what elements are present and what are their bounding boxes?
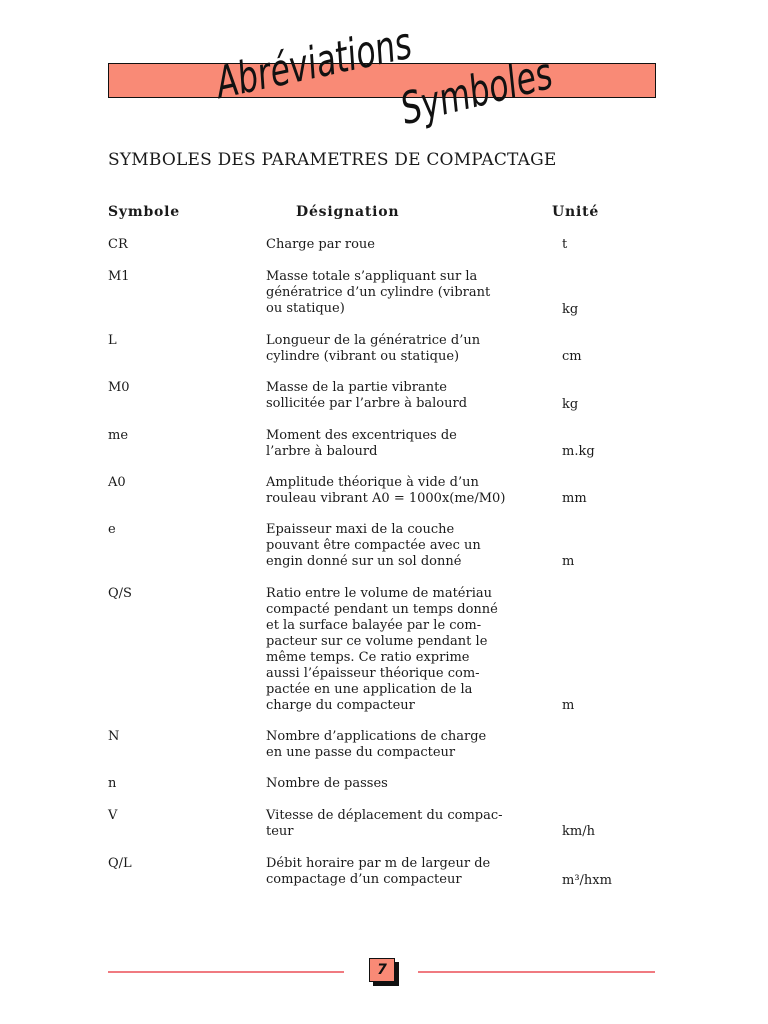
row-symbol: V [108, 808, 118, 823]
row-unit: km/h [562, 824, 595, 839]
row-designation: Moment des excentriques de l’arbre à balourd [266, 428, 457, 459]
row-symbol: Q/S [108, 586, 132, 601]
section-title: SYMBOLES DES PARAMETRES DE COMPACTAGE [108, 150, 557, 170]
row-symbol: CR [108, 237, 128, 252]
row-unit: kg [562, 302, 579, 317]
row-symbol: M0 [108, 380, 130, 395]
row-designation: Débit horaire par m de largeur de compactage d’un compacteur [266, 856, 491, 887]
row-designation: Charge par roue [266, 237, 375, 252]
row-symbol: Q/L [108, 856, 132, 871]
row-designation: Longueur de la génératrice d’un cylindre (vibrant ou statique) [266, 333, 481, 364]
row-designation: Vitesse de déplacement du compac- teur [266, 808, 503, 839]
row-unit: kg [562, 397, 579, 412]
footer-divider-left [108, 971, 344, 973]
row-symbol: e [108, 522, 116, 537]
row-designation: Ratio entre le volume de matériau compacté pendant un temps donné et la surface balayée par le com- pacteur sur ce volume pendant le même temps. Ce ratio exprime aussi l’épaisseur théorique com- pactée en une application de la charge du compacteur [266, 586, 498, 713]
row-symbol: n [108, 776, 117, 791]
title-abreviations: Abréviations [211, 17, 417, 110]
row-unit: m [562, 554, 575, 569]
row-unit: m³/hxm [562, 873, 612, 888]
row-unit: m [562, 698, 575, 713]
row-unit: mm [562, 491, 587, 506]
row-symbol: N [108, 729, 120, 744]
row-symbol: A0 [108, 475, 126, 490]
row-designation: Amplitude théorique à vide d’un rouleau vibrant A0 = 1000x(me/M0) [266, 475, 506, 506]
row-symbol: L [108, 333, 117, 348]
row-symbol: me [108, 428, 129, 443]
column-header-unite: Unité [552, 204, 600, 220]
row-unit: cm [562, 349, 582, 364]
row-designation: Nombre de passes [266, 776, 388, 791]
row-symbol: M1 [108, 269, 130, 284]
column-header-symbole: Symbole [108, 204, 181, 220]
page-number: 7 [369, 958, 395, 982]
row-unit: t [562, 237, 568, 252]
title-symboles: Symboles [395, 48, 558, 135]
column-header-designation: Désignation [296, 204, 400, 220]
row-designation: Epaisseur maxi de la couche pouvant être compactée avec un engin donné sur un sol donné [266, 522, 481, 569]
row-unit: m.kg [562, 444, 595, 459]
row-designation: Masse de la partie vibrante sollicitée par l’arbre à balourd [266, 380, 468, 411]
footer-divider-right [418, 971, 655, 973]
row-designation: Nombre d’applications de charge en une passe du compacteur [266, 729, 487, 760]
row-designation: Masse totale s’appliquant sur la génératrice d’un cylindre (vibrant ou statique) [266, 269, 491, 316]
